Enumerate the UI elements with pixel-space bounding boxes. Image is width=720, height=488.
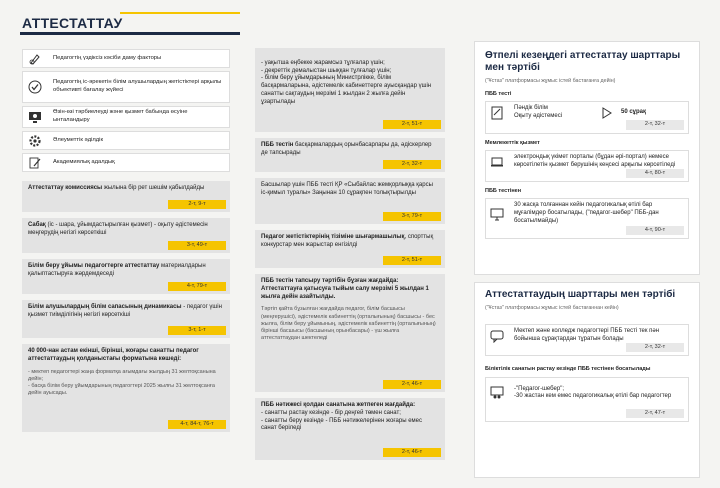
info-box <box>22 259 230 294</box>
reference-tag: 2-т, 51-т <box>383 120 441 129</box>
title-underline <box>20 32 240 35</box>
feature-item <box>22 71 230 103</box>
box-bold: Аттестаттау комиссиясы <box>28 185 103 191</box>
section-row <box>485 150 689 183</box>
reference-tag: 2-т, 46-т <box>383 448 441 457</box>
box-text: , спорттық конкурстар мен жарыстар енгізілді <box>261 234 434 248</box>
section-row <box>485 101 689 134</box>
feature-text: Әлеуметтік әділдік <box>53 136 103 143</box>
box-item: - санатты беру кезінде - ПББ нәтижелерінен жоғары емес санат беріледі <box>261 417 422 432</box>
reference-tag: 2-т, 47-т <box>626 409 684 418</box>
row-text: электрондық үкімет порталы (бұдан әрі-портал) немесе көрсетілетін қызмет берушінің кеңсесі арқылы көрсетіледі <box>514 153 676 168</box>
section-label: Біліктілік санатын растау кезінде ПББ тестінен босатылады <box>485 366 651 373</box>
box-bold: Білім алушылардың білім сапасының динамикасы <box>28 304 182 310</box>
box-bold: Педагог жетістіктерінің тізіміне шығармашылық <box>261 234 405 240</box>
chat-icon <box>490 329 506 343</box>
middle-column <box>255 48 445 466</box>
laptop-icon <box>490 155 506 169</box>
panel-title: Өтпелі кезеңдегі аттестаттау шарттары мен тәртібі <box>485 50 681 73</box>
panel-subtitle: ("Ұстаз" платформасы жұмыс істей бастағанға дейін) <box>485 78 616 84</box>
box-item: - басқа білім беру ұйымдарының педагогтері 2025 жылғы 31 желтоқсанға дейін ауысады. <box>28 382 215 397</box>
box-text: Басшылар үшін ПББ тесті ҚР «Сыбайлас жемқорлыққа қарсы іс-қимыл туралы» Заңынан 10 сұрақпен толықтырылды <box>261 182 433 196</box>
row-text: Пәндік білім Оқыту әдістемесі <box>514 105 563 119</box>
info-box <box>22 300 230 338</box>
teacher-icon <box>490 386 506 400</box>
box-bold: ПББ тестін тапсыру тәртібін бұзған жағдайда: Аттестаттауға қатысуға тыйым салу мерзімі 5 жылдан 1 жылға дейін азайтылды. <box>261 278 429 300</box>
box-bold: ПББ нәтижесі қолдан санатына жетпеген жағдайда: <box>261 402 416 408</box>
row-text: 30 жасқа толғаннан кейін педагогикалық өтілі бар мұғалімдер босатылады, ("педагог-шебер" ПББ-дан босатылмайды) <box>514 202 659 225</box>
gear-icon <box>27 134 43 148</box>
reference-tag: 4-т, 84-т, 76-т <box>168 420 226 429</box>
feature-item <box>22 153 230 172</box>
section-row <box>485 377 689 423</box>
section-label: ПББ тесті <box>485 90 512 97</box>
pen-hand-icon <box>27 52 43 66</box>
box-text: Тәртіп қайта бұзылған жағдайда педагог, білім басшысы (меңгерушісі), әдістемелік кабинеттің (орталығының) басшысы - бес жылға, білім беру ұйымының, әдістемелік кабинеттің (орталығының) бірінші басшысы (басшының орынбасары) - үш жылға аттестаттаудан шектеледі <box>261 306 436 341</box>
reference-tag: 2-т, 32-т <box>383 160 441 169</box>
box-bold: Білім беру ұйымы педагогтерге аттестаттау <box>28 263 160 269</box>
box-text: - педагог үшін қызмет тиімділігінің негізгі көрсеткіші <box>28 304 222 318</box>
conditions-panel <box>474 282 700 478</box>
reference-tag: 2-т, 32-т <box>626 343 684 352</box>
screen-icon <box>490 207 506 221</box>
document-pen-icon <box>27 156 43 170</box>
info-box <box>255 398 445 460</box>
reference-tag: 4-т, 79-т <box>168 282 226 291</box>
row-text: -"Педагог-шебер"; -30 жастан кем емес педагогикалық өтілі бар педагогтер <box>514 385 672 400</box>
feature-text: Педагогтің үздіксіз кәсіби даму факторы <box>53 54 162 61</box>
check-circle-icon <box>27 80 43 94</box>
feature-text: Академиялық адалдық <box>53 158 115 165</box>
box-text: материалдарын қалыптастыруға жәрдемдеседі <box>28 263 206 277</box>
info-box <box>255 48 445 132</box>
panel-subtitle: ("Ұстаз" платформасы жұмыс істей бастағаннан кейін) <box>485 305 619 311</box>
info-box <box>255 274 445 392</box>
info-box <box>22 344 230 432</box>
reference-tag: 4-т, 90-т <box>626 226 684 235</box>
monitor-icon <box>27 110 43 124</box>
feature-item <box>22 131 230 150</box>
info-box <box>22 218 230 253</box>
section-label: Мемлекеттік қызмет <box>485 139 540 146</box>
transition-panel <box>474 41 700 275</box>
page-title: АТТЕСТАТТАУ <box>22 15 123 31</box>
section-label: ПББ тестінен <box>485 188 522 195</box>
question-count: 50 сұрақ <box>621 108 647 115</box>
reference-tag: 3-т, 1-т <box>168 326 226 335</box>
section-row <box>485 198 689 238</box>
reference-tag: 4-т, 80-т <box>626 169 684 178</box>
box-bold: Сабақ <box>28 222 46 228</box>
feature-text: Педагогтің іс-әрекетін білім алушылардың жетістіктері арқылы объективті бағалау жүйесі <box>53 79 222 93</box>
reference-tag: 2-т, 9-т <box>168 200 226 209</box>
feature-item <box>22 106 230 128</box>
feature-text: Өзін-өзі тәрбиелеуді және қызмет бабында өсуіне ынталандыру <box>53 109 188 123</box>
document-icon <box>490 106 506 120</box>
info-box <box>22 181 230 212</box>
panel-title: Аттестаттаудың шарттары мен тәртібі <box>485 289 676 300</box>
reference-tag: 2-т, 46-т <box>383 380 441 389</box>
reference-tag: 2-т, 51-т <box>383 256 441 265</box>
info-box <box>255 178 445 224</box>
box-text: басқармалардың орынбасарлары да, әдіскерлер де тапсырады <box>261 142 432 156</box>
box-bold: 40 000-нан астам екінші, бірінші, жоғары санатты педагог аттестаттаудың қолданыстағы форматына көшеді: <box>28 348 199 362</box>
box-item: - мектеп педагогтері жаңа форматқа ағымдағы жылдың 31 желтоқсанына дейін; <box>28 368 216 382</box>
title-accent <box>120 12 240 14</box>
box-text: (іс - шара, ұйымдастырылған қызмет) - оқыту әдістемесін меңгерудің негізгі көрсеткіші <box>28 222 208 236</box>
left-column <box>22 49 230 438</box>
box-text: - уақытша еңбекке жарамсыз тұлғалар үшін; - декреттік демалыстан шыққан тұлғалар үшін; - білім беру ұйымдарының Министрлікке, білім басқармаларына, әдістемелік кабинеттерге ауысқандар үшін санатты сақтаудың мерзімі 1 жылдан 2 жылға дейін ұзартылады <box>261 59 432 105</box>
info-box <box>255 230 445 268</box>
box-bold: ПББ тестін <box>261 142 294 148</box>
reference-tag: 3-т, 49-т <box>168 241 226 250</box>
section-row <box>485 324 689 357</box>
row-text: Мектеп және колледж педагогтері ПББ тесті тек пән бойынша сұрақтардан тұратын болады <box>514 327 660 342</box>
box-text: жылына бір рет шешім қабылдайды <box>102 185 205 191</box>
reference-tag: 3-т, 79-т <box>383 212 441 221</box>
feature-item <box>22 49 230 68</box>
reference-tag: 2-т, 32-т <box>626 120 684 129</box>
box-item: - санатты растау кезінде - бір деңгей төмен санат; <box>261 409 401 416</box>
info-box <box>255 138 445 172</box>
